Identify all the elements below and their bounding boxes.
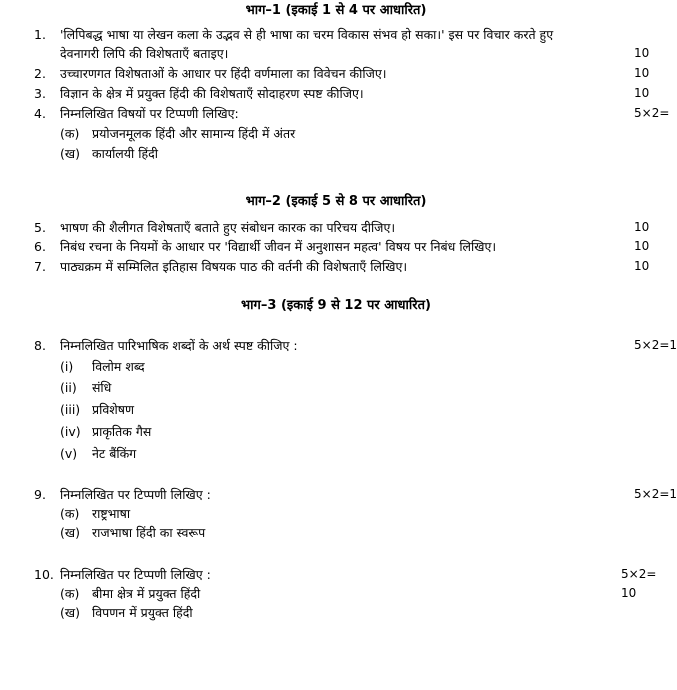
subitem-label: (ख) <box>60 525 80 540</box>
question-marks: 10 <box>634 66 650 80</box>
question-text: पाठ्यक्रम में सम्मिलित इतिहास विषयक पाठ की वर्तनी की विशेषताएँ लिखिए। <box>60 259 408 274</box>
subitem-text: विपणन में प्रयुक्त हिंदी <box>91 605 193 620</box>
subitem <box>60 144 158 163</box>
question-number: 9. <box>34 487 46 502</box>
question-marks: 5×2=1 <box>634 338 677 352</box>
question-number: 7. <box>34 259 46 274</box>
subitem-text: प्रविशेषण <box>91 402 135 417</box>
subitem-text: राजभाषा हिंदी का स्वरूप <box>91 525 206 540</box>
section-heading-1: भाग–1 (इकाई 1 से 4 पर आधारित) <box>245 3 427 18</box>
subitem-text: संधि <box>91 380 112 395</box>
question-marks: 5×2= 10 <box>621 567 657 600</box>
subitem-label: (iv) <box>60 424 81 439</box>
subitem-text: प्रयोजनमूलक हिंदी और सामान्य हिंदी में अंतर <box>91 126 296 141</box>
question-text: निम्नलिखित पर टिप्पणी लिखिए : <box>60 487 211 502</box>
subitem <box>60 504 130 523</box>
question-text: 'लिपिबद्ध भाषा या लेखन कला के उद्भव से ही भाषा का चरम विकास संभव हो सका।' इस पर विचार करते हुए <box>60 27 554 42</box>
subitem <box>60 523 205 542</box>
subitem <box>60 422 151 441</box>
section-heading-2: भाग–2 (इकाई 5 से 8 पर आधारित) <box>245 194 427 209</box>
question-marks: 10 <box>634 239 650 253</box>
subitem-label: (क) <box>60 506 80 521</box>
subitem-text: बीमा क्षेत्र में प्रयुक्त हिंदी <box>91 586 201 601</box>
question-marks: 5×2=1 <box>634 487 677 501</box>
question-marks: 10 <box>634 259 650 273</box>
subitem <box>60 444 136 463</box>
question-text: भाषण की शैलीगत विशेषताएँ बताते हुए संबोधन कारक का परिचय दीजिए। <box>60 220 396 235</box>
question-text-continued: देवनागरी लिपि की विशेषताएँ बताइए। <box>60 46 229 61</box>
subitem-text: प्राकृतिक गैस <box>91 424 152 439</box>
question-marks: 10 <box>634 220 650 234</box>
subitem-label: (v) <box>60 446 78 461</box>
question-number: 6. <box>34 239 46 254</box>
question-text: निम्नलिखित पारिभाषिक शब्दों के अर्थ स्पष्ट कीजिए : <box>60 338 298 353</box>
question-text: निम्नलिखित पर टिप्पणी लिखिए : <box>60 567 211 582</box>
question-number: 4. <box>34 106 46 121</box>
subitem <box>60 400 134 419</box>
subitem-label: (क) <box>60 586 80 601</box>
subitem-label: (i) <box>60 359 74 374</box>
subitem-text: कार्यालयी हिंदी <box>91 146 158 161</box>
question-text: निम्नलिखित विषयों पर टिप्पणी लिखिए: <box>60 106 239 121</box>
subitem-label: (iii) <box>60 402 81 417</box>
subitem-label: (क) <box>60 126 80 141</box>
subitem-text: राष्ट्रभाषा <box>91 506 131 521</box>
question-number: 5. <box>34 220 46 235</box>
section-heading-3: भाग–3 (इकाई 9 से 12 पर आधारित) <box>241 298 431 313</box>
question-number: 2. <box>34 66 46 81</box>
question-marks: 10 <box>634 86 650 100</box>
subitem-label: (ii) <box>60 380 77 395</box>
question-text: विज्ञान के क्षेत्र में प्रयुक्त हिंदी की विशेषताएँ सोदाहरण स्पष्ट कीजिए। <box>60 86 364 101</box>
question-marks: 10 <box>634 46 650 60</box>
subitem <box>60 378 111 397</box>
subitem-label: (ख) <box>60 605 80 620</box>
subitem-text: नेट बैंकिंग <box>91 446 137 461</box>
subitem <box>60 124 295 143</box>
subitem <box>60 357 145 376</box>
question-marks: 5×2= <box>634 106 670 120</box>
question-number: 8. <box>34 338 46 353</box>
question-number: 10. <box>34 567 54 582</box>
subitem-text: विलोम शब्द <box>91 359 145 374</box>
subitem-label: (ख) <box>60 146 80 161</box>
question-number: 3. <box>34 86 46 101</box>
question-number: 1. <box>34 27 46 42</box>
subitem <box>60 603 193 622</box>
question-text: उच्चारणगत विशेषताओं के आधार पर हिंदी वर्णमाला का विवेचन कीजिए। <box>60 66 387 81</box>
subitem <box>60 584 200 603</box>
question-text: निबंध रचना के नियमों के आधार पर 'विद्यार्थी जीवन में अनुशासन महत्व' विषय पर निबंध लिखिए। <box>60 239 497 254</box>
